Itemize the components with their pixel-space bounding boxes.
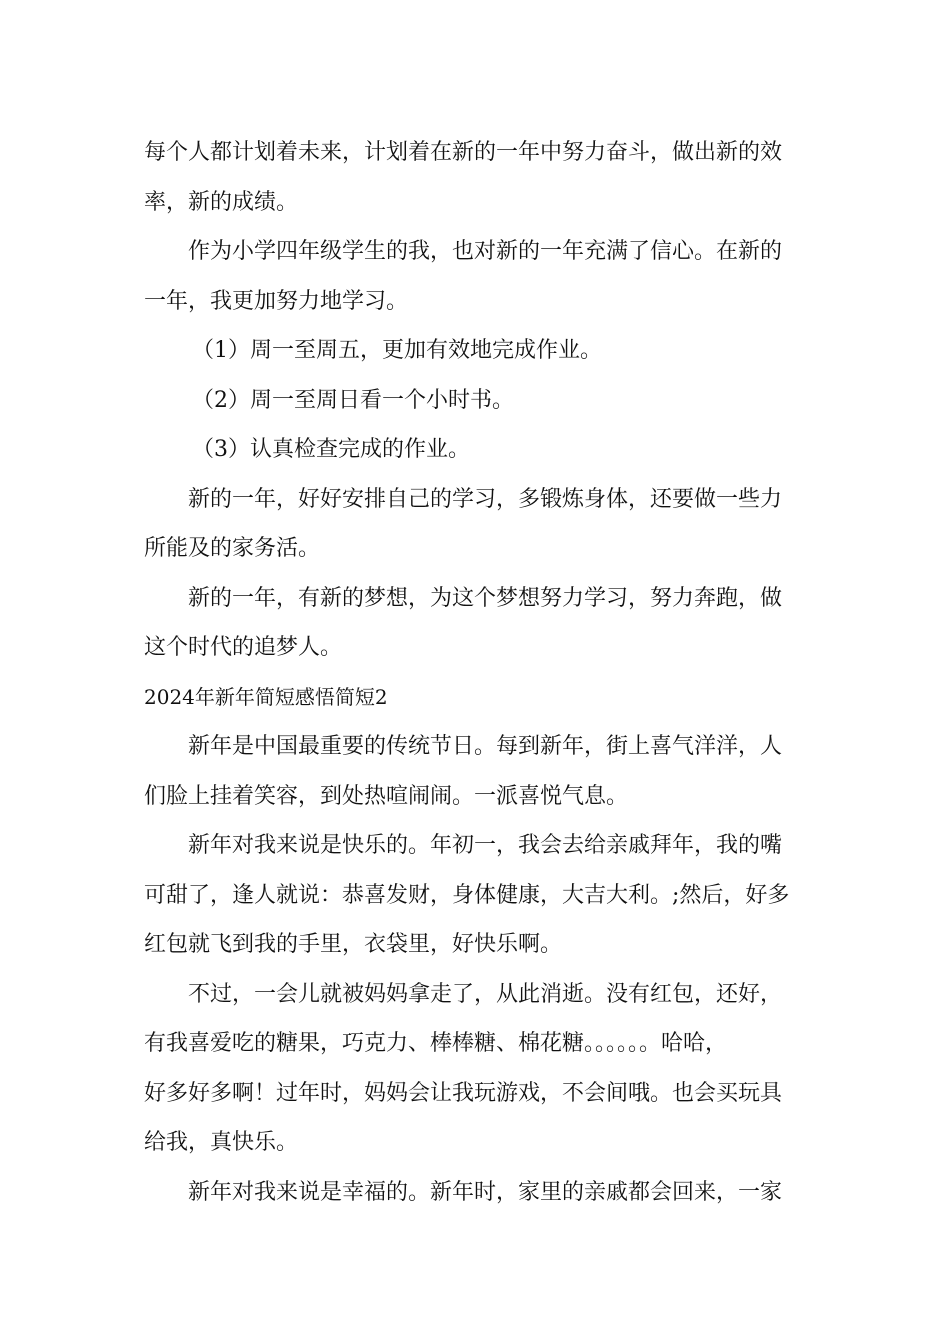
paragraph-line: 作为小学四年级学生的我，也对新的一年充满了信心。在新的 [188, 239, 783, 264]
paragraph-line: 不过，一会儿就被妈妈拿走了，从此消逝。没有红包，还好， [188, 981, 783, 1007]
paragraph-line: 们脸上挂着笑容，到处热喧闹闹。一派喜悦气息。 [144, 783, 629, 809]
paragraph-line: 新年是中国最重要的传统节日。每到新年，街上喜气洋洋，人 [188, 734, 783, 759]
list-item: （1）周一至周五，更加有效地完成作业。 [192, 338, 602, 363]
paragraph-line: 给我，真快乐。 [144, 1130, 299, 1155]
paragraph-line: 一年，我更加努力地学习。 [144, 288, 409, 314]
paragraph-line: 好多好多啊！过年时，妈妈会让我玩游戏，不会间哦。也会买玩具 [144, 1080, 783, 1106]
paragraph-line: 红包就飞到我的手里，衣袋里，好快乐啊。 [144, 932, 563, 957]
paragraph-line: 每个人都计划着未来，计划着在新的一年中努力奋斗，做出新的效 [144, 140, 783, 165]
paragraph-line: 新的一年，有新的梦想，为这个梦想努力学习，努力奔跑，做 [188, 585, 783, 611]
document-body [144, 128, 808, 1217]
paragraph-line: 这个时代的追梦人。 [144, 635, 343, 660]
paragraph-line: 率，新的成绩。 [144, 189, 299, 215]
paragraph-line: 可甜了，逢人就说：恭喜发财，身体健康，大吉大利。;然后，好多 [144, 882, 790, 908]
paragraph-line: 新的一年，好好安排自己的学习，多锻炼身体，还要做一些力 [188, 486, 783, 512]
paragraph-line: 新年对我来说是幸福的。新年时，家里的亲戚都会回来，一家 [188, 1179, 783, 1205]
paragraph-line: 所能及的家务活。 [144, 536, 321, 561]
paragraph-line: 新年对我来说是快乐的。年初一，我会去给亲戚拜年，我的嘴 [188, 833, 783, 858]
section-heading: 2024年新年简短感悟简短2 [144, 684, 388, 709]
paragraph-line: 有我喜爱吃的糖果，巧克力、棒棒糖、棉花糖。。。。。。哈哈， [144, 1031, 728, 1056]
list-item: （2）周一至周日看一个小时书。 [192, 387, 514, 413]
list-item: （3）认真检查完成的作业。 [192, 437, 470, 462]
